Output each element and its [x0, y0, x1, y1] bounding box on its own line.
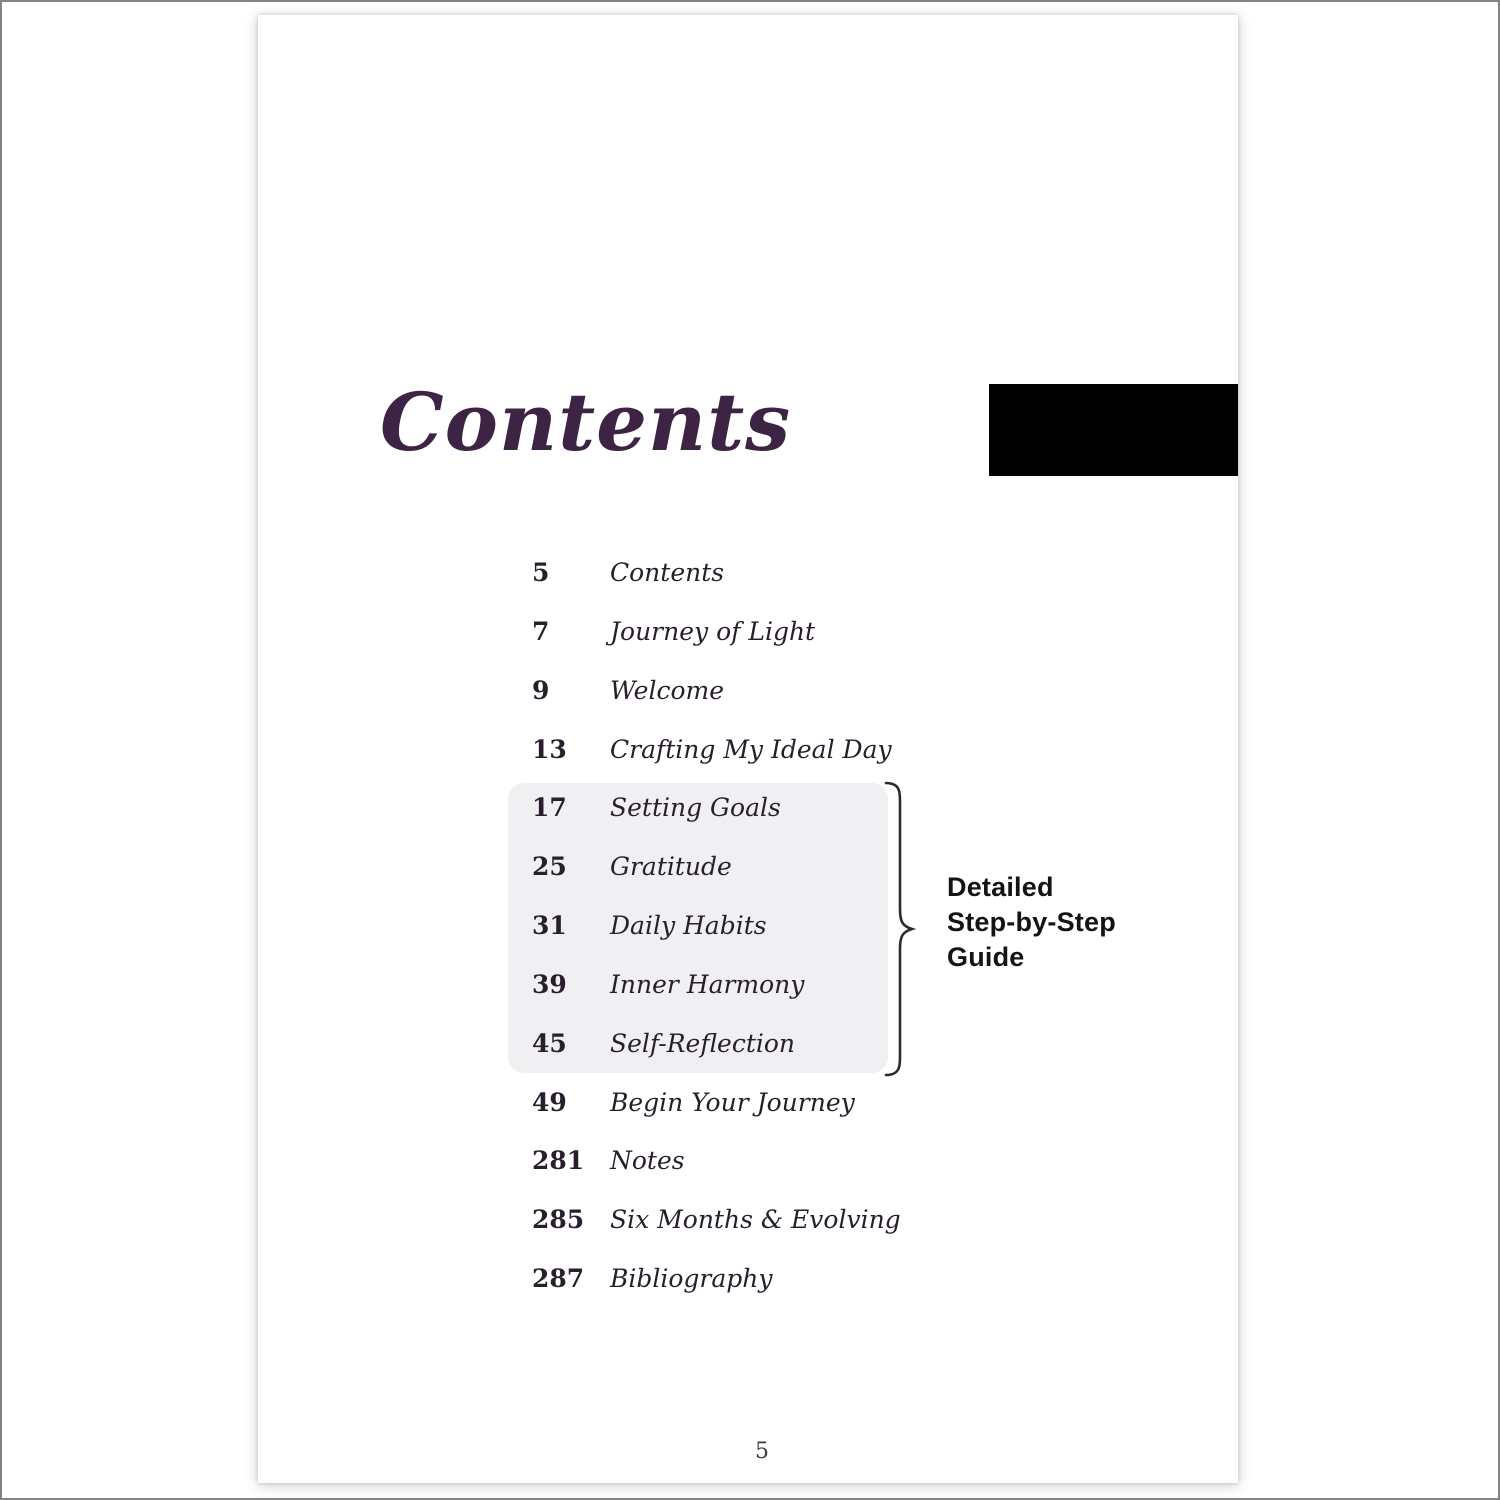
annotation-line: Detailed: [947, 872, 1054, 902]
toc-entry-page: 45: [532, 1028, 567, 1058]
toc-entry: [532, 854, 901, 913]
toc-entry-page: 287: [532, 1264, 585, 1294]
toc-entry: [532, 969, 901, 1031]
toc-entry-title: Gratitude: [610, 852, 732, 882]
toc-entry-title: Inner Harmony: [610, 969, 805, 999]
toc-entry-page: 285: [532, 1205, 585, 1235]
toc-list: [532, 560, 901, 1325]
toc-entry-page: 25: [532, 852, 567, 882]
redaction-block: [989, 384, 1238, 476]
toc-entry-page: 7: [532, 616, 550, 646]
toc-entry-title: Contents: [610, 558, 725, 587]
toc-entry-page: 39: [532, 969, 567, 999]
toc-entry: [532, 1028, 901, 1090]
toc-entry: [532, 1148, 901, 1207]
annotation-line: Step-by-Step: [947, 907, 1116, 937]
toc-entry-page: 281: [532, 1146, 585, 1176]
toc-entry: [532, 913, 901, 972]
toc-entry-title: Journey of Light: [610, 616, 816, 646]
toc-entry-title: Bibliography: [610, 1264, 773, 1294]
book-page: [258, 15, 1238, 1483]
toc-entry: [532, 1266, 901, 1325]
toc-entry-page: 31: [532, 911, 567, 941]
toc-entry-page: 49: [532, 1087, 567, 1117]
toc-entry-title: Setting Goals: [610, 793, 781, 823]
toc-entry: [532, 1207, 901, 1266]
toc-entry-title: Daily Habits: [610, 911, 767, 941]
toc-entry-title: Self-Reflection: [610, 1028, 796, 1058]
toc-entry: [532, 616, 901, 678]
toc-entry-title: Welcome: [610, 675, 725, 705]
toc-entry-page: 9: [532, 675, 550, 705]
toc-entry-page: 13: [532, 734, 567, 764]
toc-entry-page: 5: [532, 558, 550, 587]
toc-entry-title: Crafting My Ideal Day: [610, 734, 892, 764]
toc-entry-page: 17: [532, 793, 567, 823]
toc-entry: [532, 560, 901, 619]
toc-entry: [532, 734, 901, 796]
page-title: Contents: [380, 375, 792, 469]
toc-entry: [532, 795, 901, 854]
toc-entry-title: Notes: [610, 1146, 685, 1176]
folio-page-number: 5: [755, 1439, 769, 1464]
toc-entry-title: Six Months & Evolving: [610, 1205, 901, 1235]
toc-entry-title: Begin Your Journey: [610, 1087, 855, 1117]
annotation-line: Guide: [947, 942, 1025, 972]
annotation-label: [947, 870, 1116, 975]
toc-entry: [532, 675, 901, 737]
toc-entry: [532, 1087, 901, 1149]
